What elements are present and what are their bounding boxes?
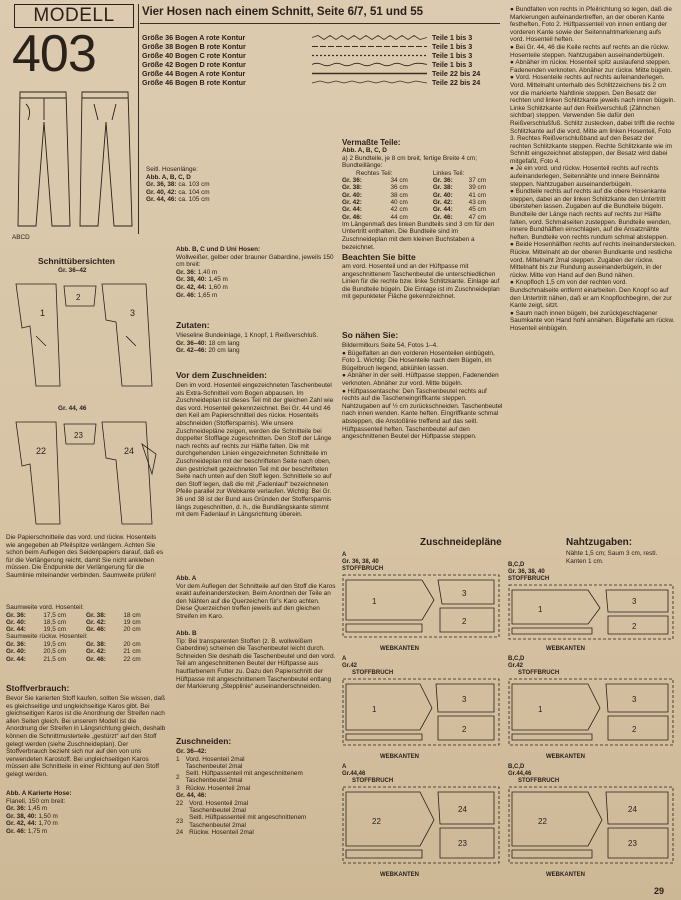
table-row	[6, 619, 156, 626]
table-row	[342, 177, 500, 184]
cutting-plan-1	[342, 574, 500, 646]
webkanten-label: WEBKANTEN	[380, 872, 419, 878]
bullet-icon: ●	[510, 279, 514, 287]
saum-vord-block	[6, 604, 166, 663]
contour-line-icon	[312, 44, 427, 49]
seitl-abb: Abb. A, B, C, D	[146, 173, 191, 181]
cell: 38 cm	[390, 191, 408, 199]
schnitt-gr1: Gr. 36–42	[58, 267, 87, 274]
step-text: Abnäher in der seitl. Hüftpasse steppen, Fadenenden verknoten. Abnäher zur vord. Mitte bügeln.	[342, 372, 499, 387]
uni-value: 1,60 m	[208, 283, 228, 291]
cell: Gr. 46:	[432, 213, 453, 221]
svg-text:3: 3	[130, 308, 136, 318]
cell: 37 cm	[468, 177, 487, 185]
saum-rueck-table	[6, 641, 156, 663]
plan-label: A	[342, 764, 347, 770]
abb-a-block	[176, 575, 336, 621]
size-teile: Teile 1 bis 3	[432, 42, 473, 51]
saum-rueck-title: Saumweite rückw. Hosenteil:	[6, 633, 88, 641]
plan-label: A	[342, 656, 347, 662]
cell: 43 cm	[468, 198, 487, 206]
bullet-icon: ●	[342, 372, 346, 380]
cell: 22 cm	[123, 655, 141, 663]
pattern-overview-large	[6, 414, 168, 532]
size-row	[142, 78, 481, 88]
naht-title: Nahtzugaben:	[566, 537, 633, 548]
svg-text:2: 2	[632, 622, 637, 631]
col4-step	[510, 279, 676, 309]
cell: Gr. 42:	[85, 648, 106, 656]
zutaten-size: Gr. 42–46:	[176, 347, 207, 355]
cell: Gr. 40:	[6, 648, 26, 656]
webkanten-label: WEBKANTEN	[380, 754, 419, 760]
svg-text:1: 1	[372, 705, 377, 714]
uni-size: Gr. 36:	[176, 268, 196, 276]
stoffbruch-label: STOFFBRUCH	[508, 576, 550, 582]
table-row	[176, 763, 336, 770]
cell: Gr. 36:	[6, 641, 26, 649]
zus-gr2: Gr. 44, 46:	[176, 792, 207, 800]
cutting-plan-3	[342, 786, 500, 872]
table-row	[342, 214, 500, 221]
stoff-text: Bevor Sie karierten Stoff kaufen, sollten Sie wissen, daß es gleichseitige und ungleichseitige Karos gibt. Bei gleichseitigen Karos ist die Anordnung der Streifen nach allen Seiten gleich. Bei unserem Modell ist die Anordnung der Streifen in Längsrichtung gleich, deshalb können die Schnittmusterteile „gestürzt“ auf den Stoff gelegt werden (siehe Zuschneideplan). Der Stoffverbrauch bezieht sich nur auf den von uns verwendeten Karostoff. Bei ungleichseitigen Karos müssen alle Schnitteile in einer Richtung auf den Stoff gelegt werden.	[6, 695, 166, 778]
bullet-icon: ●	[510, 6, 514, 13]
cell: 20 cm	[123, 626, 141, 634]
cell: Gr. 46:	[85, 655, 106, 663]
cell: Gr. 44:	[6, 655, 26, 663]
svg-text:22: 22	[36, 446, 47, 456]
webkanten-label: WEBKANTEN	[546, 646, 585, 652]
cell: 40 cm	[390, 198, 408, 206]
col4-step	[510, 241, 676, 279]
bullet-icon: ●	[510, 309, 514, 317]
cell: Gr. 38:	[432, 184, 453, 192]
part-desc: Seitl. Hüftpassenteil mit angeschnittenem Taschenbeutel 2mal	[185, 770, 303, 785]
svg-text:2: 2	[462, 725, 467, 734]
cell: Gr. 44:	[6, 626, 26, 634]
seitl-row	[146, 181, 256, 189]
table-row	[342, 199, 500, 206]
cell: 17,5 cm	[43, 611, 67, 619]
table-row	[342, 184, 500, 191]
table-row	[6, 656, 156, 663]
stoffbruch-label: STOFFBRUCH	[518, 670, 560, 676]
webkanten-label: WEBKANTEN	[546, 754, 585, 760]
step-text: Abnäher im rückw. Hosenteil spitz auslaufend steppen. Fadenenden verknoten. Abnäher zur rückw. Mitte bügeln.	[510, 59, 672, 74]
uni-size: Gr. 46:	[176, 291, 196, 299]
col4-step	[510, 44, 676, 59]
plan-size: Gr.42	[342, 663, 358, 669]
part-desc: Vord. Hosenteil 2mal	[189, 799, 249, 807]
seitl-value: ca. 105 cm	[178, 196, 210, 204]
uni-row	[176, 269, 336, 277]
karo-row	[6, 813, 166, 821]
modell-label: MODELL	[14, 4, 134, 28]
cell: Gr. 44:	[342, 206, 362, 214]
abb-a-title: Abb. A	[176, 575, 197, 582]
step-text: Bügelfalten an den vorderen Hosenteilen einbügeln, Foto 1. Wichtig: Die Hosenteile nach dem Bügeln, im Bügelbruch liegend, abkühlen lassen.	[342, 349, 495, 372]
uni-text: Wollweißer, gelber oder brauner Gabardine, jeweils 150 cm breit:	[176, 253, 334, 269]
svg-text:24: 24	[458, 805, 467, 814]
cell: Gr. 40:	[342, 191, 362, 199]
step-text: Vord. Hosenteile rechts auf rechts aufeinanderlegen. Vord. Mittelnaht unterhalb des Schlitzzeichens bis 2 cm vor die markierte Nahtlinie steppen. Den Besatz der rechten und linken Schlitzkante jeweils nach innen bügeln. Linke Schlitzkante auf den Reißverschluß (Zähnchen sichtbar) steppen. Verwenden Sie dafür den Reißverschlußfuß. Schlitz zustecken, dabei trifft die rechte Schlitzkante auf die vord. Mitte am linken Hosenteil, Foto 3. Rechtes Reißverschlußband auf den Besatz der rechten Schlitzkante steppen. Rechte Schlitzkante wie im Schnitt eingezeichnet absteppen, der Besatz wird dabei mitgefaßt, Foto 4.	[510, 74, 676, 165]
schnitt-title: Schnittübersichten	[38, 256, 115, 266]
seitl-block	[146, 166, 256, 204]
cell: Gr. 46:	[342, 213, 362, 221]
cutting-plan-6	[508, 786, 674, 872]
svg-text:1: 1	[372, 597, 377, 606]
plan-size: Gr.44,46	[508, 771, 532, 777]
beachten-title: Beachten Sie bitte	[342, 252, 416, 262]
papier-text: Die Papierschnitteile das vord. und rückw. Hosenteils wie angegeben ab Pfeilspitze verlängern. Achten Sie schon beim Auflegen des Seidenpapiers darauf, daß es für die Verlängerung reicht, damit Sie nicht ankleben müssen. Die Endpunkte der Verlängerung für die Saumlinie miteinander verbinden. Saumweite prüfen!	[6, 534, 164, 579]
cell: 20 cm	[123, 641, 141, 649]
verm-table	[342, 170, 500, 221]
column-header: Rechtes Teil:	[356, 169, 393, 177]
svg-text:24: 24	[124, 446, 135, 456]
col4-step	[510, 59, 676, 74]
table-row	[342, 206, 500, 213]
size-teile: Teile 22 bis 24	[432, 78, 481, 87]
cell: 19,5 cm	[43, 641, 67, 649]
uni-size: Gr. 42, 44:	[176, 283, 207, 291]
bullet-icon: ●	[510, 74, 514, 82]
table-row	[176, 829, 336, 836]
bullet-icon: ●	[342, 349, 346, 357]
zutaten-size: Gr. 36–40:	[176, 339, 207, 347]
vor-text: Den im vord. Hosenteil eingezeichneten Taschenbeutel als Extra-Schnitteil vom Bogen abpausen. Im Zuschneideplan ist dieses Teil mit der gleichen Zahl wie das vord. Hosenteil gekennzeichnet. Bei Gr. 44 und 46 den Keil am Papierschnitteil des rückw. Hosenteils abschneiden (Stoffersparnis). Wie unsere Zuschneidepläne zeigen, werden die Schnitteile bei doppelter Stofflage zugeschnitten. Den Stoff der Länge nach rechts auf rechts zur Hälfte falten. Die mit durchgehenden Linien eingezeichneten Schnitteile im Zuschneideplan mit der beschrifteten Seite nach oben, den gestrichelt gezeichneten Teil mit der beschrifteten Seite nach unten auf den Stoff legen. Schnitteile so auf den Stoff legen, daß die mit „Fadenlauf“ bezeichneten Pfeile parallel zur Webkante verlaufen. Wichtig: Bei Gr. 36 und 38 ist der Bund aus Gründen der Stoffersparnis längs zugeschnitten, d. h., die Bundlängskante stimmt mit dem Fadenlauf in Längsrichtung überein.	[176, 382, 334, 519]
karo-row	[6, 805, 166, 813]
bullet-icon: ●	[510, 43, 514, 51]
contour-line-icon	[312, 35, 427, 40]
table-row	[176, 814, 336, 829]
naht-text: Nähte 1,5 cm; Saum 3 cm, restl. Kanten 1 cm.	[566, 550, 658, 565]
cell: Gr. 38:	[85, 611, 106, 619]
header-title: Vier Hosen nach einem Schnitt, Seite 6/7, 51 und 55	[142, 6, 423, 18]
cell: 41 cm	[468, 191, 487, 199]
seitl-title: Seitl. Hosenlänge:	[146, 166, 198, 173]
karo-value: 1,50 m	[38, 812, 58, 820]
svg-text:22: 22	[538, 817, 547, 826]
karo-row	[6, 828, 166, 836]
naehen-step	[342, 372, 504, 387]
cell: 19 cm	[123, 618, 141, 626]
cutting-plan-4	[508, 584, 674, 646]
size-text: Größe 40 Bogen C rote Kontur	[142, 51, 246, 60]
size-text: Größe 44 Bogen A rote Kontur	[142, 69, 246, 78]
abb-b-block	[176, 630, 336, 691]
size-teile: Teile 22 bis 24	[432, 69, 481, 78]
svg-text:23: 23	[74, 431, 83, 440]
size-text: Größe 36 Bogen A rote Kontur	[142, 33, 246, 42]
svg-text:2: 2	[76, 293, 81, 302]
cell: 42 cm	[390, 206, 408, 214]
cell: Gr. 42:	[342, 198, 362, 206]
bullet-icon: ●	[510, 188, 514, 196]
stoffbruch-label: STOFFBRUCH	[518, 778, 560, 784]
uni-row	[176, 284, 336, 292]
webkanten-label: WEBKANTEN	[546, 872, 585, 878]
size-text: Größe 38 Bogen B rote Kontur	[142, 42, 246, 51]
col4-step	[510, 310, 676, 333]
contour-line-icon	[312, 62, 427, 67]
step-text: Saum nach innen bügeln, bei zurückgeschlagener Saumkante von Hand hohl annähen. Bügelfalte am rückw. Hosenteil einbügeln.	[510, 309, 675, 332]
zus-block	[176, 748, 336, 836]
cell: 36 cm	[390, 184, 408, 192]
step-text: Hüftpassentasche: Den Taschenbeutel rechts auf rechts auf die Tascheneingriffkante steppen. Nahtzugaben auf ½ cm zurückschneiden. Taschenbeutel nach innen wenden. Kante heften. Eingriffkante schmal absteppen, die Anstoßlinie treffend auf das seitl. Hüftpassenteil heften. Taschenbeutel auf den angeschnittenen Beutel der Hüftpasse steppen.	[342, 387, 503, 441]
naehen-step	[342, 350, 504, 373]
size-teile: Teile 1 bis 3	[432, 60, 473, 69]
plan-size: Gr.42	[508, 663, 524, 669]
table-row	[176, 756, 336, 763]
zutaten-value: 18 cm lang	[208, 339, 240, 347]
header-rule	[140, 23, 500, 24]
verm-text: Im Längenmaß des linken Bundteils sind 3 cm für den Untertritt enthalten. Die Bundteile sind im Zuschneideplan mit dem kleinen Buchstaben a bezeichnet.	[342, 220, 495, 251]
step-text: Je ein vord. und rückw. Hosenteil rechts auf rechts aufeinanderlegen, Seitennähte und innere Beinnähte steppen. Nahtzugaben auseinanderbügeln.	[510, 165, 660, 188]
part-desc: Seitl. Hüftpassenteil mit angeschnittenem Taschenbeutel 2mal	[189, 814, 307, 829]
karo-value: 1,75 m	[27, 827, 48, 835]
bullet-icon: ●	[510, 165, 514, 173]
plans-title: Zuschneidepläne	[420, 537, 502, 548]
seitl-size: Gr. 36, 38:	[146, 181, 177, 189]
karo-row	[6, 820, 166, 828]
cell: 47 cm	[468, 213, 487, 221]
naehen-title: So nähen Sie:	[342, 330, 399, 340]
seitl-value: ca. 103 cm	[178, 181, 210, 189]
part-desc: Rückw. Hosenteil 2mal	[185, 784, 251, 792]
part-desc: Rückw. Hosenteil 2mal	[189, 828, 254, 836]
cell: 20,5 cm	[43, 648, 67, 656]
cell: Gr. 46:	[85, 626, 106, 634]
uni-value: 1,45 m	[208, 276, 228, 284]
cell: Gr. 42:	[432, 198, 453, 206]
size-teile: Teile 1 bis 3	[432, 51, 473, 60]
step-text: Beide Hosenhälften rechts auf rechts ineinanderstecken. Rückw. Mittelnaht ab der oberen Bundkante und restliche vord. Mittelnaht 2mal steppen. Zugaben der rückw. Mittelnaht bis zur Rundung auseinanderbügeln, in der rückw. Mitte von Hand auf den Bund nähen.	[510, 241, 676, 279]
saum-vord-table	[6, 612, 156, 634]
table-row	[342, 170, 500, 177]
cell: Gr. 38:	[85, 641, 106, 649]
part-number: 22	[176, 799, 184, 807]
cell: 45 cm	[468, 206, 487, 214]
zus-gr1: Gr. 36–42:	[176, 748, 207, 755]
stoffbruch-label: STOFFBRUCH	[342, 566, 384, 572]
plan-label: B,C,D	[508, 764, 525, 770]
svg-text:3: 3	[462, 589, 467, 598]
plan-label: B,C,D	[508, 656, 525, 662]
svg-text:24: 24	[628, 805, 637, 814]
cell: 18,5 cm	[43, 618, 67, 626]
cell: 21,5 cm	[43, 655, 67, 663]
karo-value: 1,45 m	[27, 805, 48, 813]
bullet-icon: ●	[510, 59, 514, 67]
part-desc: Taschenbeutel 2mal	[185, 762, 243, 770]
cell: Gr. 40:	[6, 618, 26, 626]
table-row	[342, 192, 500, 199]
uni-row	[176, 292, 336, 300]
naehen-text: Bildermitkurs Seite 54, Fotos 1–4.	[342, 342, 438, 349]
karo-size: Gr. 46:	[6, 827, 26, 835]
saum-vord-title: Saumweite vord. Hosenteil:	[6, 604, 84, 611]
verm-title: Vermaßte Teile:	[342, 138, 401, 147]
cell: 18 cm	[123, 611, 141, 619]
svg-text:23: 23	[628, 839, 637, 848]
svg-text:22: 22	[372, 817, 381, 826]
karo-size: Gr. 42, 44:	[6, 820, 37, 828]
step-text: Knopfloch 1,5 cm von der rechten vord. Bundschmalseite entfernt einarbeiten. Den Knopf so auf den Untertritt nähen, daß er am Knopflochbeginn, der zur Kante zeigt, sitzt.	[510, 279, 672, 310]
svg-text:3: 3	[462, 695, 467, 704]
plan-size: Gr. 36, 38, 40	[342, 559, 379, 565]
col4-step	[510, 188, 676, 241]
zus-table-2	[176, 800, 336, 836]
svg-text:23: 23	[458, 839, 467, 848]
zutaten-row	[176, 340, 336, 348]
cell: 21 cm	[123, 648, 141, 656]
uni-value: 1,65 m	[197, 291, 218, 299]
zutaten-block	[176, 332, 336, 355]
svg-text:1: 1	[40, 308, 46, 318]
cell: Gr. 40:	[432, 191, 453, 199]
stoff-title: Stoffverbrauch:	[6, 683, 70, 693]
cell: Gr. 36:	[342, 177, 362, 185]
seitl-row	[146, 189, 256, 197]
part-desc: Taschenbeutel 2mal	[189, 806, 246, 814]
karo-title: Abb. A Karierte Hose:	[6, 790, 72, 797]
bullet-icon: ●	[510, 241, 514, 249]
cell: Gr. 44:	[432, 206, 453, 214]
part-number	[176, 807, 183, 814]
karo-block	[6, 790, 166, 836]
table-row	[176, 807, 336, 814]
karo-size: Gr. 38, 40:	[6, 812, 37, 820]
zutaten-title: Zutaten:	[176, 320, 210, 330]
step-text: Bundteile rechts auf rechts auf die obere Hosenkante steppen, dabei an der linken Schlitzkante den Untertritt überstehen lassen. Zugaben auf die Bundteile bügeln. Bundteile der Länge nach rechts auf rechts zur Hälfte falten, vord. Schmalseiten zusteppen. Bundteile wenden, innere Bundhälften einschlagen, auf die Ansatznähte heften. Bundteile von rechts rundum schmal absteppen.	[510, 188, 671, 241]
uni-size: Gr. 38, 40:	[176, 276, 207, 284]
part-number: 3	[176, 784, 180, 792]
uni-title: Abb. B, C und D Uni Hosen:	[176, 246, 261, 253]
step-text: Bundfalten von rechts in Pfeilrichtung so legen, daß die Markierungen aufeinandertreffen, an der oberen Kante festheften, Foto 2. Hüftpassenteil von innen entlang der vorderen Kante sowie der Seitennahtmarkierung aufs vord. Hosenteil heften.	[510, 6, 672, 44]
cell: Gr. 36:	[6, 611, 26, 619]
cell: 44 cm	[390, 213, 408, 221]
cell: 39 cm	[468, 184, 487, 192]
table-row	[6, 641, 156, 648]
bullet-icon: ●	[342, 387, 346, 395]
size-text: Größe 42 Bogen D rote Kontur	[142, 60, 246, 69]
cell: Gr. 42:	[85, 618, 106, 626]
cell: Gr. 38:	[342, 184, 362, 192]
contour-line-icon	[312, 71, 427, 76]
part-number: 23	[176, 817, 184, 825]
cell: 19,5 cm	[43, 626, 67, 634]
page-number: 29	[654, 886, 665, 896]
modell-number: 403	[12, 25, 96, 83]
size-teile: Teile 1 bis 3	[432, 33, 473, 42]
seitl-value: ca. 104 cm	[178, 188, 210, 196]
seitl-size: Gr. 44, 46:	[146, 196, 177, 204]
uni-block	[176, 246, 336, 299]
zutaten-value: 20 cm lang	[208, 347, 240, 355]
zus-table-1	[176, 756, 336, 792]
karo-sub: Flanell, 150 cm breit:	[6, 797, 66, 805]
table-row	[6, 626, 156, 633]
table-row	[6, 648, 156, 655]
cell: 34 cm	[390, 177, 408, 185]
plan-size: Gr.44,46	[342, 771, 366, 777]
svg-text:2: 2	[632, 725, 637, 734]
trousers-illustration	[6, 86, 144, 236]
table-row	[176, 800, 336, 807]
col4-block	[510, 6, 676, 333]
step-text: Bei Gr. 44, 46 die Keile rechts auf rechts an die rückw. Hosenteile steppen. Nahtzugaben auseinanderbügeln.	[510, 43, 670, 59]
stoffbruch-label: STOFFBRUCH	[352, 670, 394, 676]
seitl-row	[146, 196, 256, 204]
svg-text:2: 2	[462, 617, 467, 626]
col4-step	[510, 74, 676, 165]
plan-size: Gr. 36, 38, 40	[508, 569, 545, 575]
beachten-text: am vord. Hosenteil und an der Hüftpasse mit angeschnittenem Taschenbeutel die unterschiedlichen Linien für die rechte bzw. linke Schlitzkante. Einlage auf die Bundteile bügeln. Die Einlage ist im Zuschneideplan mit gepunkteter Fläche gekennzeichnet.	[342, 263, 500, 301]
svg-text:3: 3	[632, 597, 637, 606]
abb-b-text: Tip: Bei transparenten Stoffen (z. B. wollweißem Gaberdine) scheinen die Taschenbeutel leicht durch. Schneiden Sie deshalb die Taschenbeutel und den vord. Teil am angeschnittenen Beutel der Hüftpasse aus hautfarbenem Futter zu. Dazu den Papierschnitt der Hüftpasse mit angeschnittenem Taschenbeutel entlang der Markierung „Stepplinie“ auseinanderschneiden.	[176, 637, 336, 691]
table-row	[176, 785, 336, 792]
naehen-step	[342, 388, 504, 441]
part-desc: Vord. Hosenteil 2mal	[185, 755, 245, 763]
contour-line-icon	[312, 80, 427, 85]
vor-title: Vor dem Zuschneiden:	[176, 370, 267, 380]
verm-abb: Abb. A, B, C, D	[342, 147, 387, 154]
zutaten-row	[176, 347, 336, 355]
table-row	[176, 770, 336, 785]
svg-text:1: 1	[538, 605, 543, 614]
karo-value: 1,70 m	[38, 820, 58, 828]
abb-a-text: Vor dem Auflegen der Schnitteile auf den Stoff die Karos exakt aufeinanderstecken. Beim Anordnen der Teile an den Nähten auf die Querzeichen für's Karo achten. Diese Querzeichen treffen jeweils auf den gleichen Streifen im Karo.	[176, 582, 336, 620]
karo-size: Gr. 36:	[6, 805, 26, 813]
seitl-size: Gr. 40, 42:	[146, 188, 177, 196]
part-number: 2	[176, 773, 180, 781]
plan-label: A	[342, 552, 347, 558]
zutaten-text: Vlieseline Bundeinlage, 1 Knopf, 1 Reißverschluß.	[176, 332, 319, 339]
svg-text:1: 1	[538, 705, 543, 714]
naehen-block	[342, 342, 504, 441]
contour-line-icon	[312, 53, 427, 58]
svg-text:3: 3	[632, 695, 637, 704]
size-text: Größe 46 Bogen B rote Kontur	[142, 78, 246, 87]
abcd-label: ABCD	[12, 234, 30, 241]
zus-title: Zuschneiden:	[176, 736, 232, 746]
part-number: 1	[176, 755, 180, 763]
cutting-plan-2	[342, 678, 500, 754]
abb-b-title: Abb. B	[176, 630, 197, 637]
part-number: 24	[176, 828, 184, 836]
col4-step	[510, 6, 676, 44]
schnitt-gr2: Gr. 44, 46	[58, 405, 87, 412]
uni-value: 1,40 m	[197, 268, 218, 276]
verm-a: a) 2 Bundteile, je 8 cm breit, fertige Breite 4 cm; Bundteillänge:	[342, 154, 477, 170]
table-row	[6, 612, 156, 619]
webkanten-label: WEBKANTEN	[380, 646, 419, 652]
plan-label: B,C,D	[508, 562, 525, 568]
column-header: Linkes Teil:	[432, 169, 465, 177]
cutting-plan-5	[508, 678, 674, 754]
cell: Gr. 36:	[432, 177, 453, 185]
stoffbruch-label: STOFFBRUCH	[352, 778, 394, 784]
col4-step	[510, 165, 676, 188]
pattern-overview-small	[6, 276, 168, 394]
verm-block	[342, 138, 504, 251]
uni-row	[176, 276, 336, 284]
